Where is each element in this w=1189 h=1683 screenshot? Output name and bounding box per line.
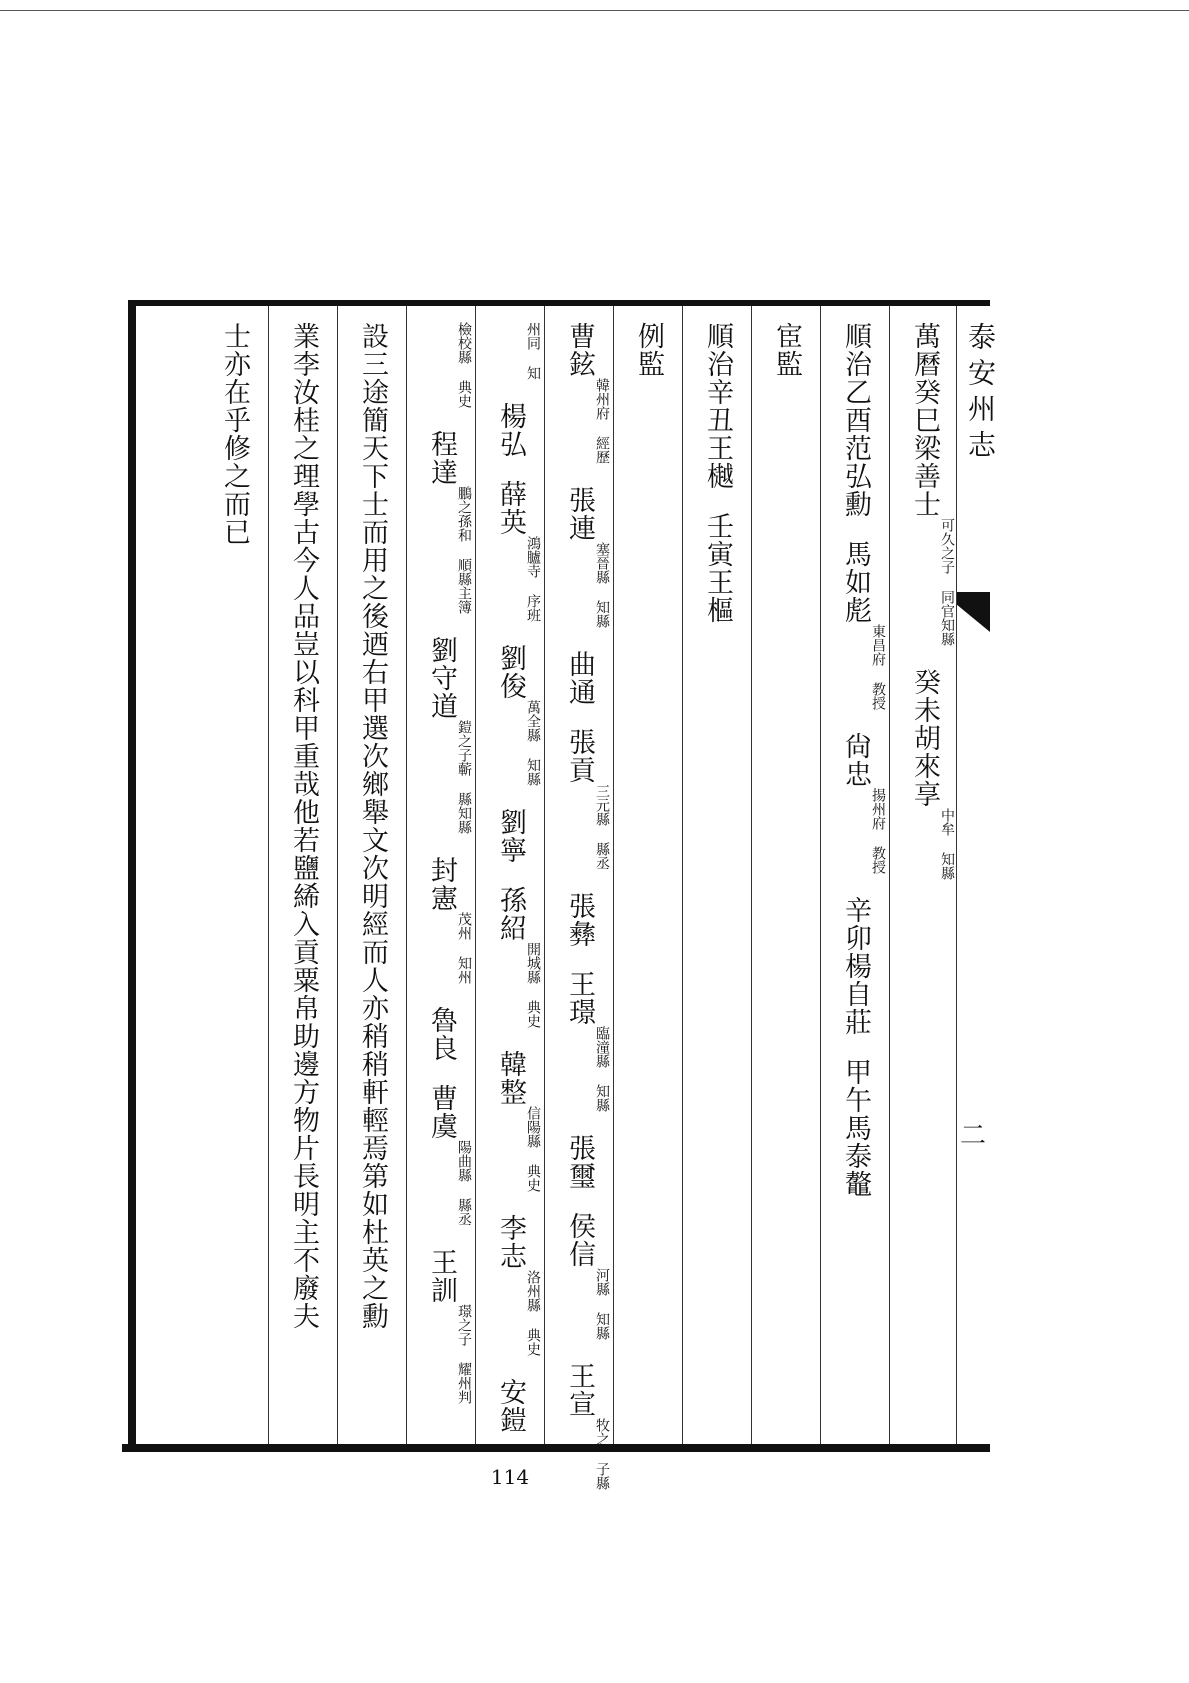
annotation-note: 檢校縣 典史 <box>456 322 472 408</box>
text-column <box>272 322 334 1432</box>
main-text: 劉守道 <box>426 636 457 720</box>
fishtail-mark <box>956 592 990 632</box>
column-rule <box>751 306 752 1444</box>
text-column <box>893 322 955 1432</box>
main-text: 王璟 <box>564 970 595 1026</box>
annotation-note: 可久之子 同官知縣 <box>939 518 955 646</box>
main-text: 張連 <box>564 486 595 542</box>
book-title: 泰安州志 <box>964 322 997 466</box>
main-text: 曲通 <box>564 650 595 706</box>
column-rule <box>337 306 338 1444</box>
main-text: 張貢 <box>564 728 595 784</box>
main-text: 劉寧 <box>495 808 526 864</box>
annotation-note: 河縣 知縣 <box>594 1268 610 1340</box>
main-text: 張彝 <box>564 892 595 948</box>
annotation-note: 州同 知 <box>525 322 541 380</box>
text-column <box>479 322 541 1432</box>
frame-top-border <box>128 300 990 306</box>
annotation-note: 鵬之孫和 順縣主簿 <box>456 486 472 614</box>
main-text: 安鎧 <box>495 1378 526 1434</box>
main-text: 馬如彪 <box>840 540 871 624</box>
annotation-note: 鴻臚寺 序班 <box>525 536 541 622</box>
page-number: 114 <box>490 1465 530 1489</box>
main-text: 宦監 <box>771 322 802 378</box>
column-rule <box>406 306 407 1444</box>
annotation-note: 東昌府 教授 <box>870 624 886 710</box>
title-rule <box>956 306 957 1444</box>
annotation-note: 洛州縣 典史 <box>525 1270 541 1356</box>
annotation-note: 璟之子 耀州判 <box>456 1304 472 1404</box>
main-text: 程達 <box>426 430 457 486</box>
main-text: 王訓 <box>426 1248 457 1304</box>
main-text: 順治辛丑王樾 <box>702 322 733 490</box>
annotation-note: 揚州府 教授 <box>870 788 886 874</box>
annotation-note: 韓州府 經歷 <box>594 378 610 464</box>
main-text: 薛英 <box>495 480 526 536</box>
column-rule <box>268 306 269 1444</box>
main-text: 張璽 <box>564 1134 595 1190</box>
main-text: 侯信 <box>564 1212 595 1268</box>
text-column <box>755 322 817 1432</box>
main-text: 例監 <box>633 322 664 378</box>
column-rule <box>475 306 476 1444</box>
annotation-note: 萬全縣 知縣 <box>525 700 541 786</box>
annotation-note: 牧之 子縣 <box>594 1418 610 1490</box>
main-text: 壬寅王樞 <box>702 512 733 624</box>
main-text: 孫紹 <box>495 886 526 942</box>
column-rule <box>613 306 614 1444</box>
main-text: 辛卯楊自莊 <box>840 896 871 1036</box>
main-text: 甲午馬泰鼇 <box>840 1058 871 1198</box>
annotation-note: 臨潼縣 知縣 <box>594 1026 610 1112</box>
main-text: 萬曆癸巳梁善士 <box>909 322 940 518</box>
text-column <box>548 322 610 1490</box>
text-column <box>341 322 403 1432</box>
column-rule <box>682 306 683 1444</box>
text-column <box>686 322 748 1432</box>
main-text: 李志 <box>495 1214 526 1270</box>
main-text: 尙忠 <box>840 732 871 788</box>
main-text: 曹鉉 <box>564 322 595 378</box>
main-text: 癸未胡來享 <box>909 668 940 808</box>
text-column <box>824 322 886 1432</box>
annotation-note: 開城縣 典史 <box>525 942 541 1028</box>
main-text: 曹虞 <box>426 1084 457 1140</box>
main-text: 業李汝桂之理學古今人品豈以科甲重哉他若鹽絺入貢粟帛助邊方物片長明主不廢夫 <box>288 322 319 1330</box>
annotation-note: 茂州 知州 <box>456 912 472 984</box>
sheet-number: 二 <box>959 1121 986 1151</box>
main-text: 士亦在乎修之而已 <box>219 322 250 546</box>
frame-left-border <box>128 300 136 1450</box>
text-column <box>617 322 679 1432</box>
text-column <box>203 322 265 1432</box>
main-text: 韓整 <box>495 1050 526 1106</box>
frame-bottom-border <box>122 1444 990 1452</box>
annotation-note: 塞晉縣 知縣 <box>594 542 610 628</box>
text-column <box>410 322 472 1432</box>
annotation-note: 鎧之子蘄 縣知縣 <box>456 720 472 834</box>
page-top-rule <box>0 10 1189 11</box>
main-text: 順治乙酉范弘勳 <box>840 322 871 518</box>
main-text: 王宣 <box>564 1362 595 1418</box>
main-text: 魯良 <box>426 1006 457 1062</box>
column-rule <box>820 306 821 1444</box>
annotation-note: 陽曲縣 縣丞 <box>456 1140 472 1226</box>
annotation-note: 信陽縣 典史 <box>525 1106 541 1192</box>
column-rule <box>544 306 545 1444</box>
main-text: 劉俊 <box>495 644 526 700</box>
annotation-note: 中牟 知縣 <box>939 808 955 880</box>
main-text: 楊弘 <box>495 402 526 458</box>
main-text: 封憲 <box>426 856 457 912</box>
column-rule <box>889 306 890 1444</box>
main-text: 設三途簡天下士而用之後迺右甲選次鄉舉文次明經而人亦稍稍軒輕焉第如杜英之勳 <box>357 322 388 1330</box>
annotation-note: 三元縣 縣丞 <box>594 784 610 870</box>
